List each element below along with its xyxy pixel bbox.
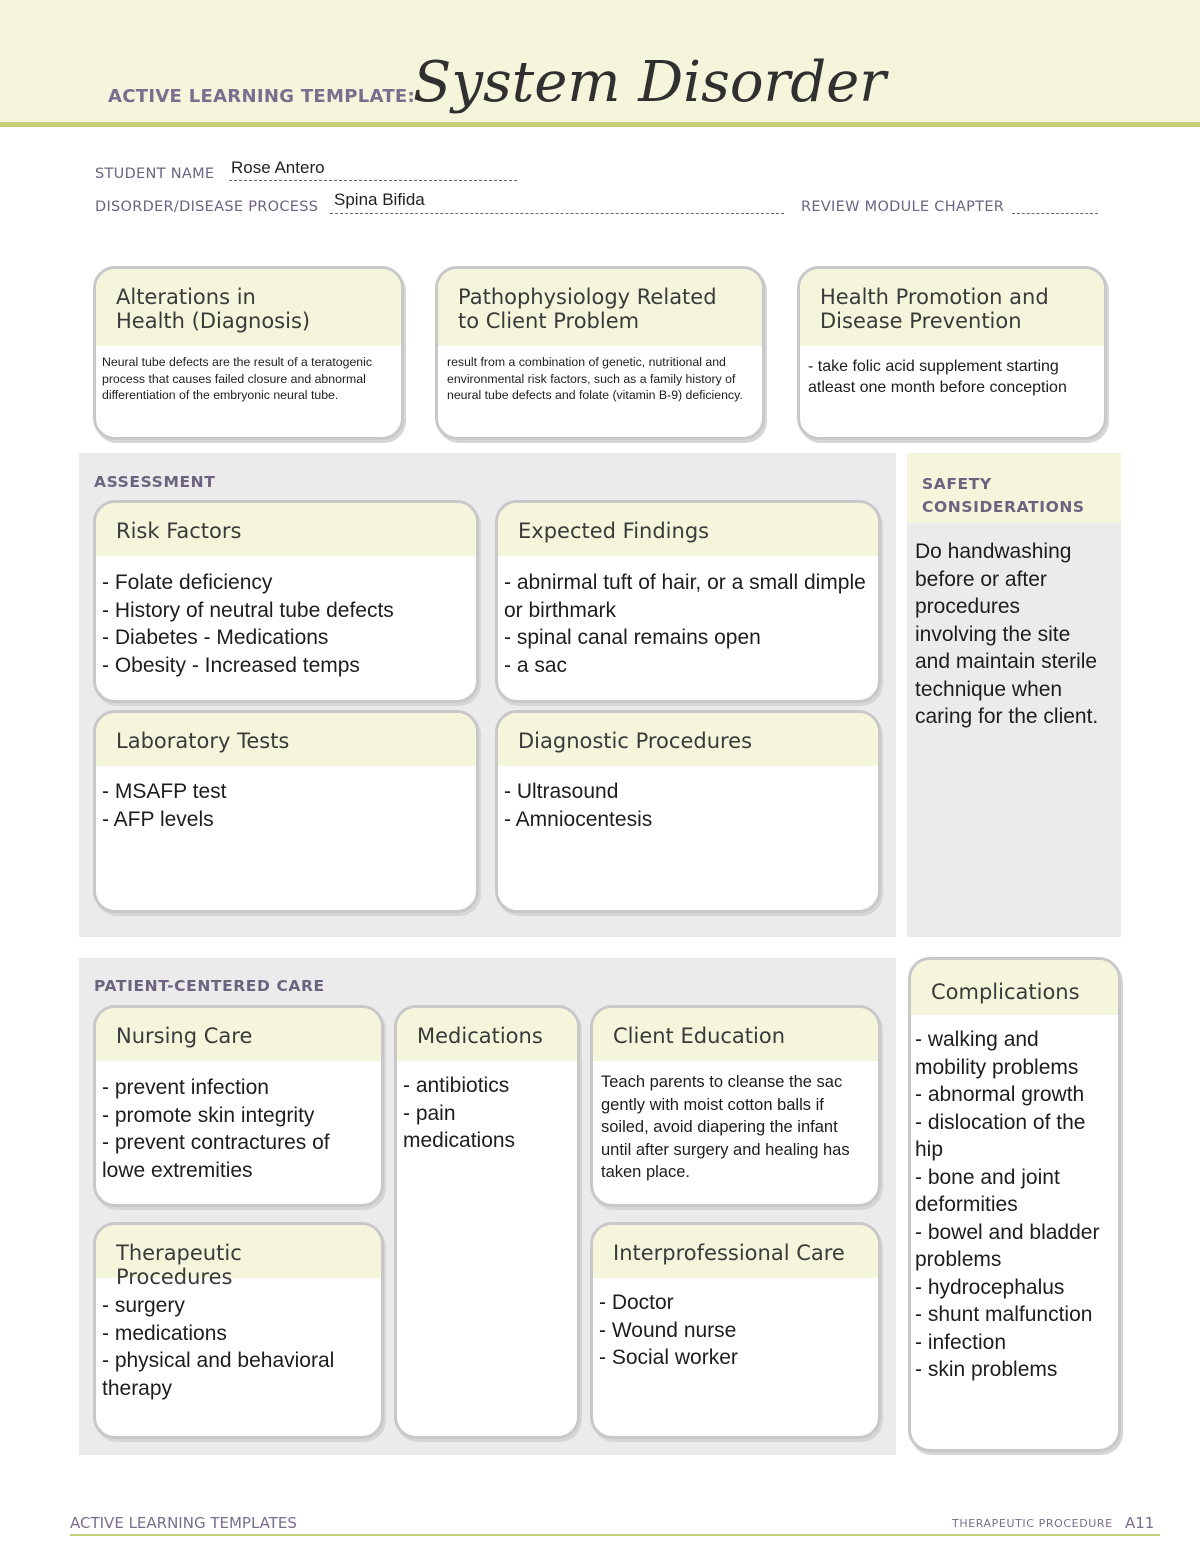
expected-findings-body[interactable]: - abnirmal tuft of hair, or a small dimple or birthmark - spinal canal remains open - a sac bbox=[504, 571, 866, 677]
laboratory-tests-body[interactable]: - MSAFP test - AFP levels bbox=[102, 780, 227, 831]
complications-body[interactable]: - walking and mobility problems - abnormal growth - dislocation of the hip - bone and joint deformities - bowel and bladder problems - hydrocephalus - shunt malfunction - infection - skin problems bbox=[915, 1028, 1100, 1381]
risk-factors-title: Risk Factors bbox=[96, 503, 476, 556]
student-name-label: STUDENT NAME bbox=[95, 166, 215, 182]
page-number: A11 bbox=[1125, 1514, 1155, 1532]
pathophysiology-card bbox=[435, 266, 765, 440]
diagnostic-procedures-body[interactable]: - Ultrasound - Amniocentesis bbox=[504, 780, 653, 831]
client-education-title: Client Education bbox=[593, 1008, 878, 1061]
disorder-field[interactable]: Spina Bifida bbox=[334, 190, 425, 209]
risk-factors-card bbox=[93, 500, 479, 703]
student-name-line bbox=[229, 180, 517, 181]
risk-factors-body[interactable]: - Folate deficiency - History of neutral tube defects - Diabetes - Medications - Obesity - Increased temps bbox=[102, 571, 394, 677]
header-rule bbox=[0, 122, 1200, 127]
complications-card bbox=[908, 957, 1121, 1452]
expected-findings-title: Expected Findings bbox=[498, 503, 878, 556]
complications-title: Complications bbox=[911, 960, 1118, 1015]
template-kicker: ACTIVE LEARNING TEMPLATE: bbox=[108, 86, 415, 107]
medications-body[interactable]: - antibiotics - pain medications bbox=[403, 1074, 516, 1152]
nursing-care-body[interactable]: - prevent infection - promote skin integrity - prevent contractures of lowe extremities bbox=[102, 1076, 330, 1182]
client-education-body[interactable]: Teach parents to cleanse the sac gently with moist cotton balls if soiled, avoid diapering the infant until after surgery and healing has taken place. bbox=[601, 1073, 850, 1181]
laboratory-tests-title: Laboratory Tests bbox=[96, 713, 476, 766]
client-education-card bbox=[590, 1005, 881, 1207]
medications-title: Medications bbox=[397, 1008, 577, 1061]
footer-right-text: THERAPEUTIC PROCEDURE bbox=[952, 1517, 1113, 1530]
interprofessional-care-card bbox=[590, 1222, 881, 1439]
pathophysiology-body[interactable]: result from a combination of genetic, nutritional and environmental risk factors, such as a family history of neural tube defects and folate (vitamin B-9) deficiency. bbox=[447, 355, 743, 402]
nursing-care-card bbox=[93, 1005, 384, 1207]
page-title: System Disorder bbox=[413, 50, 887, 115]
disorder-line bbox=[330, 213, 784, 214]
health-promotion-body[interactable]: - take folic acid supplement starting atleast one month before conception bbox=[808, 358, 1067, 396]
pathophysiology-title: Pathophysiology Related to Client Problem bbox=[438, 269, 762, 346]
diagnostic-procedures-card bbox=[495, 710, 881, 913]
patient-care-label: PATIENT-CENTERED CARE bbox=[94, 977, 325, 995]
expected-findings-card bbox=[495, 500, 881, 703]
interprofessional-care-body[interactable]: - Doctor - Wound nurse - Social worker bbox=[599, 1291, 738, 1369]
therapeutic-procedures-body[interactable]: - surgery - medications - physical and behavioral therapy bbox=[102, 1294, 335, 1400]
footer-left-text: ACTIVE LEARNING TEMPLATES bbox=[70, 1514, 297, 1532]
assessment-label: ASSESSMENT bbox=[94, 473, 216, 491]
alterations-card bbox=[93, 266, 404, 440]
health-promotion-card bbox=[797, 266, 1107, 440]
health-promotion-title: Health Promotion and Disease Prevention bbox=[800, 269, 1104, 346]
alterations-title: Alterations in Health (Diagnosis) bbox=[96, 269, 401, 346]
nursing-care-title: Nursing Care bbox=[96, 1008, 381, 1061]
review-module-label: REVIEW MODULE CHAPTER bbox=[801, 199, 1005, 215]
safety-body[interactable]: Do handwashing before or after procedures involving the site and maintain sterile technique when caring for the client. bbox=[915, 540, 1099, 728]
footer-rule bbox=[70, 1534, 1160, 1536]
laboratory-tests-card bbox=[93, 710, 479, 913]
disorder-label: DISORDER/DISEASE PROCESS bbox=[95, 199, 319, 215]
safety-label: SAFETY CONSIDERATIONS bbox=[922, 475, 1085, 516]
interprofessional-care-title: Interprofessional Care bbox=[593, 1225, 878, 1278]
diagnostic-procedures-title: Diagnostic Procedures bbox=[498, 713, 878, 766]
student-name-field[interactable]: Rose Antero bbox=[231, 158, 325, 177]
medications-card bbox=[394, 1005, 580, 1439]
therapeutic-procedures-card bbox=[93, 1222, 384, 1439]
review-module-field[interactable] bbox=[1012, 213, 1098, 214]
therapeutic-procedures-title: Therapeutic Procedures bbox=[96, 1225, 381, 1278]
alterations-body[interactable]: Neural tube defects are the result of a teratogenic process that causes failed closure and abnormal differentiation of the embryonic neural tube. bbox=[102, 355, 373, 402]
